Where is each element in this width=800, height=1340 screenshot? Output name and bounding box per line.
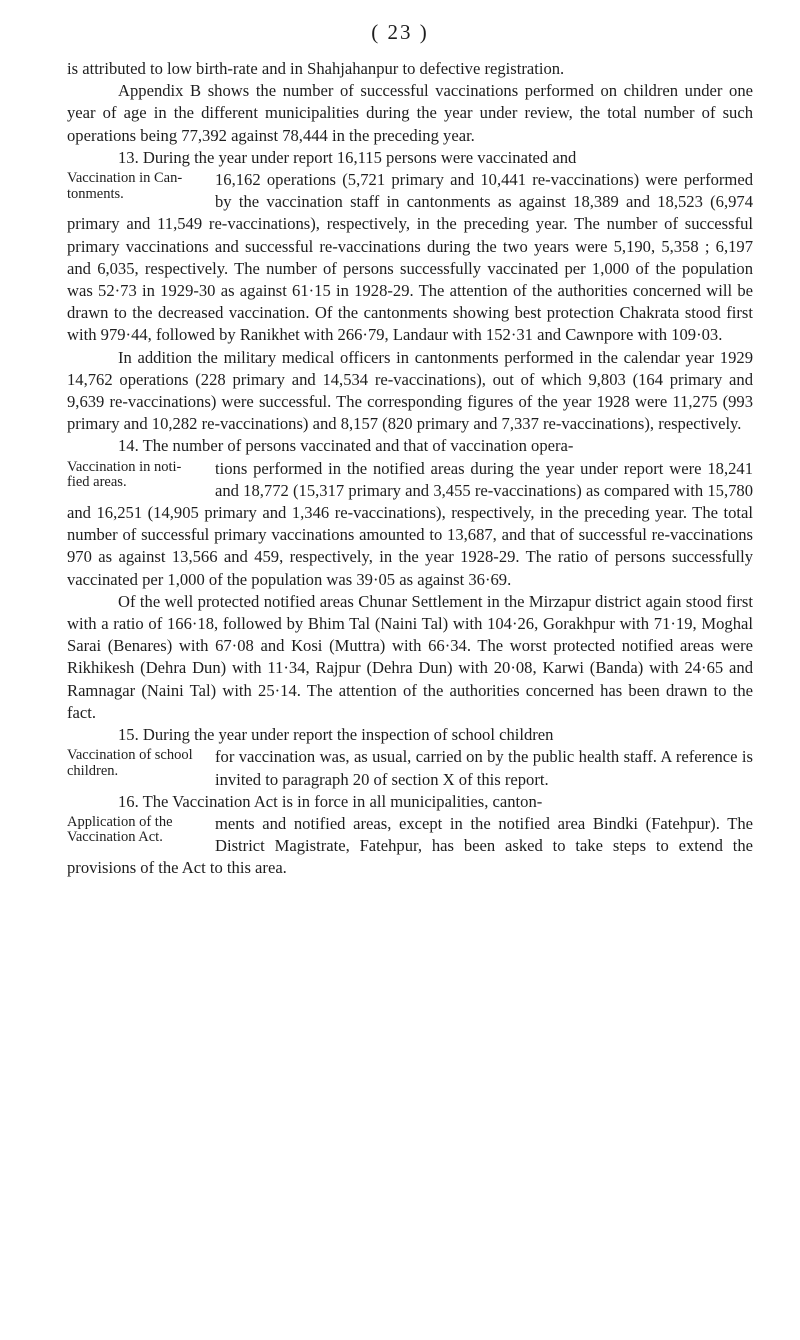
section-15-number: 15. <box>118 725 139 745</box>
military-paragraph: In addition the military medical officers in cantonments performed in the calendar year 1929 14,762 operations (228 primary and 14,534 re-vaccinations), out of which 9,803 (164 primary and 9,639 re-vaccinations) were successful. The corresponding figures of the year 1928 were 11,275 (993 primary and 10,282 re-vaccinations) and 8,157 (820 primary and 7,337 re-vaccinations), respectively. <box>67 347 753 434</box>
sidenote-vaccination-in-cantonments <box>67 171 205 202</box>
appendix-b-paragraph: Appendix B shows the number of successful vaccinations performed on children under one year of age in the different municipalities during the year under review, the total number of such operations being 77,392 against 78,444 in the preceding year. <box>67 81 753 145</box>
report-body <box>67 58 753 880</box>
section-13-lead-text: During the year under report 16,115 persons were vaccinated and <box>142 147 577 167</box>
section-14-lead-text: The number of persons vaccinated and that of vaccination opera- <box>142 436 574 456</box>
notified-areas-paragraph: Of the well protected notified areas Chunar Settlement in the Mirzapur district again stood first with a ratio of 166·18, followed by Bhim Tal (Naini Tal) with 104·26, Gorakhpur with 71·19, Moghal Sarai (Benares) with 67·08 and Kosi (Muttra) with 66·34. The worst protected notified areas were Rikhikesh (Dehra Dun) with 11·34, Rajpur (Dehra Dun) with 20·08, Karwi (Banda) with 24·65 and Ramnagar (Naini Tal) with 25·14. The attention of the authorities concerned has been drawn to the fact. <box>67 591 753 722</box>
section-14-body <box>67 458 753 591</box>
section-13-lead <box>67 147 753 169</box>
page-number: ( 23 ) <box>371 20 429 44</box>
sidenote-line: fied areas. <box>67 474 127 491</box>
section-16-body-text: ments and notified areas, except in the notified area Bindki (Fatehpur). The District Magistrate, Fatehpur, has been asked to take steps to extend the provisions of the Act to this area. <box>67 813 753 878</box>
sidenote-line: Vaccination in noti- <box>67 458 182 475</box>
section-13-body-text: 16,162 operations (5,721 primary and 10,441 re-vaccinations) were performed by the vaccination staff in cantonments as against 18,389 and 18,523 (6,974 primary and 11,549 re-vaccinations), respectively, in the preceding year. The number of successful primary vaccinations and successful re-vaccinations during the two years were 5,190, 5,358 ; 6,197 and 6,035, respectively. The number of persons successfully vaccinated per 1,000 of the population was 52·73 in 1929-30 as against 61·15 in 1928-29. The attention of the authorities concerned will be drawn to the decreased vaccination. Of the cantonments showing best protection Chakrata stood first with 979·44, followed by Ranikhet with 266·79, Landaur with 152·31 and Cawnpore with 109·03. <box>67 170 753 345</box>
sidenote-line: Vaccination Act. <box>67 829 163 846</box>
sidenote-vaccination-of-school-children <box>67 748 205 779</box>
section-15-lead <box>67 724 753 746</box>
section-16-number: 16. <box>118 791 139 811</box>
section-16-lead-text: The Vaccination Act is in force in all municipalities, canton- <box>142 791 543 811</box>
sidenote-line: Vaccination of school <box>67 747 193 764</box>
section-14-number: 14. <box>118 436 139 456</box>
section-14-body-text: tions performed in the notified areas during the year under report were 18,241 and 18,772 (15,317 primary and 3,455 re-vaccinations) as compared with 15,780 and 16,251 (14,905 primary and 1,346 re-vaccinations), respectively, in the preceding year. The total number of successful primary vaccinations amounted to 13,687, and that of successful re-vaccinations 970 as against 13,566 and 459, respectively, in the year 1928-29. The ratio of persons successfully vaccinated per 1,000 of the population was 39·05 as against 36·69. <box>67 458 753 589</box>
section-15-body <box>67 746 753 790</box>
section-13-body <box>67 169 753 347</box>
sidenote-line: children. <box>67 762 119 779</box>
section-15-lead-text: During the year under report the inspection of school children <box>142 725 554 745</box>
intro-paragraph: is attributed to low birth-rate and in Shahjahanpur to defective registration. <box>67 59 565 78</box>
sidenote-line: Vaccination in Can- <box>67 170 183 187</box>
sidenote-line: Application of the <box>67 813 173 830</box>
section-16-lead <box>67 791 753 813</box>
section-13-number: 13. <box>118 147 139 167</box>
sidenote-application-of-vaccination-act <box>67 815 205 846</box>
section-15-body-text: for vaccination was, as usual, carried on by the public health staff. A reference is invited to paragraph 20 of section X of this report. <box>215 747 753 789</box>
section-16-body <box>67 813 753 880</box>
sidenote-line: tonments. <box>67 185 124 202</box>
sidenote-vaccination-in-notified-areas <box>67 460 205 491</box>
section-14-lead <box>67 435 753 457</box>
